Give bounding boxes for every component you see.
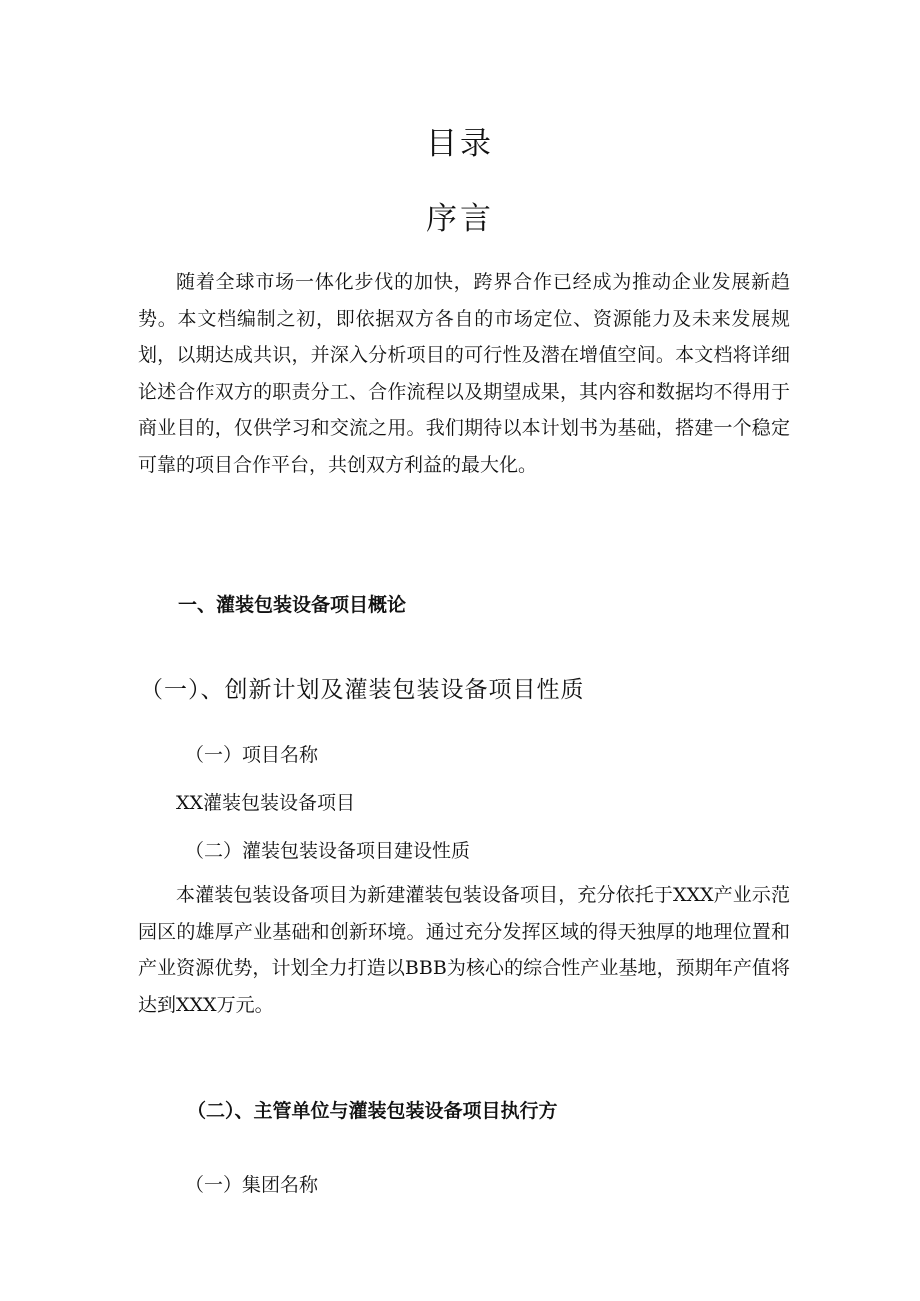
preface-title: 序言	[426, 201, 494, 237]
item-heading-construction-nature: （二）灌装包装设备项目建设性质	[185, 840, 471, 862]
item-heading-group-name: （一）集团名称	[185, 1174, 319, 1196]
project-name-text: XX灌装包装设备项目	[176, 792, 356, 814]
construction-nature-paragraph: 本灌装包装设备项目为新建灌装包装设备项目，充分依托于XXX产业示范园区的雄厚产业基础和创新环境。通过充分发挥区域的得天独厚的地理位置和产业资源优势，计划全力打造以BBB为核心的综合性产业基地，预期年产值将达到XXX万元。	[138, 884, 790, 1016]
preface-paragraph: 随着全球市场一体化步伐的加快，跨界合作已经成为推动企业发展新趋势。本文档编制之初，即依据双方各自的市场定位、资源能力及未来发展规划，以期达成共识，并深入分析项目的可行性及潜在增值空间。本文档将详细论述合作双方的职责分工、合作流程以及期望成果，其内容和数据均不得用于商业目的，仅供学习和交流之用。我们期待以本计划书为基础，搭建一个稳定可靠的项目合作平台，共创双方利益的最大化。	[138, 271, 790, 476]
subsection-heading-innovation-plan: （一）、创新计划及灌装包装设备项目性质	[140, 677, 585, 703]
toc-title: 目录	[426, 126, 494, 162]
section-heading-overview: 一、灌装包装设备项目概论	[178, 594, 407, 616]
item-heading-project-name: （一）项目名称	[185, 744, 319, 766]
subsection-heading-executing-party: （二）、主管单位与灌装包装设备项目执行方	[187, 1100, 558, 1122]
